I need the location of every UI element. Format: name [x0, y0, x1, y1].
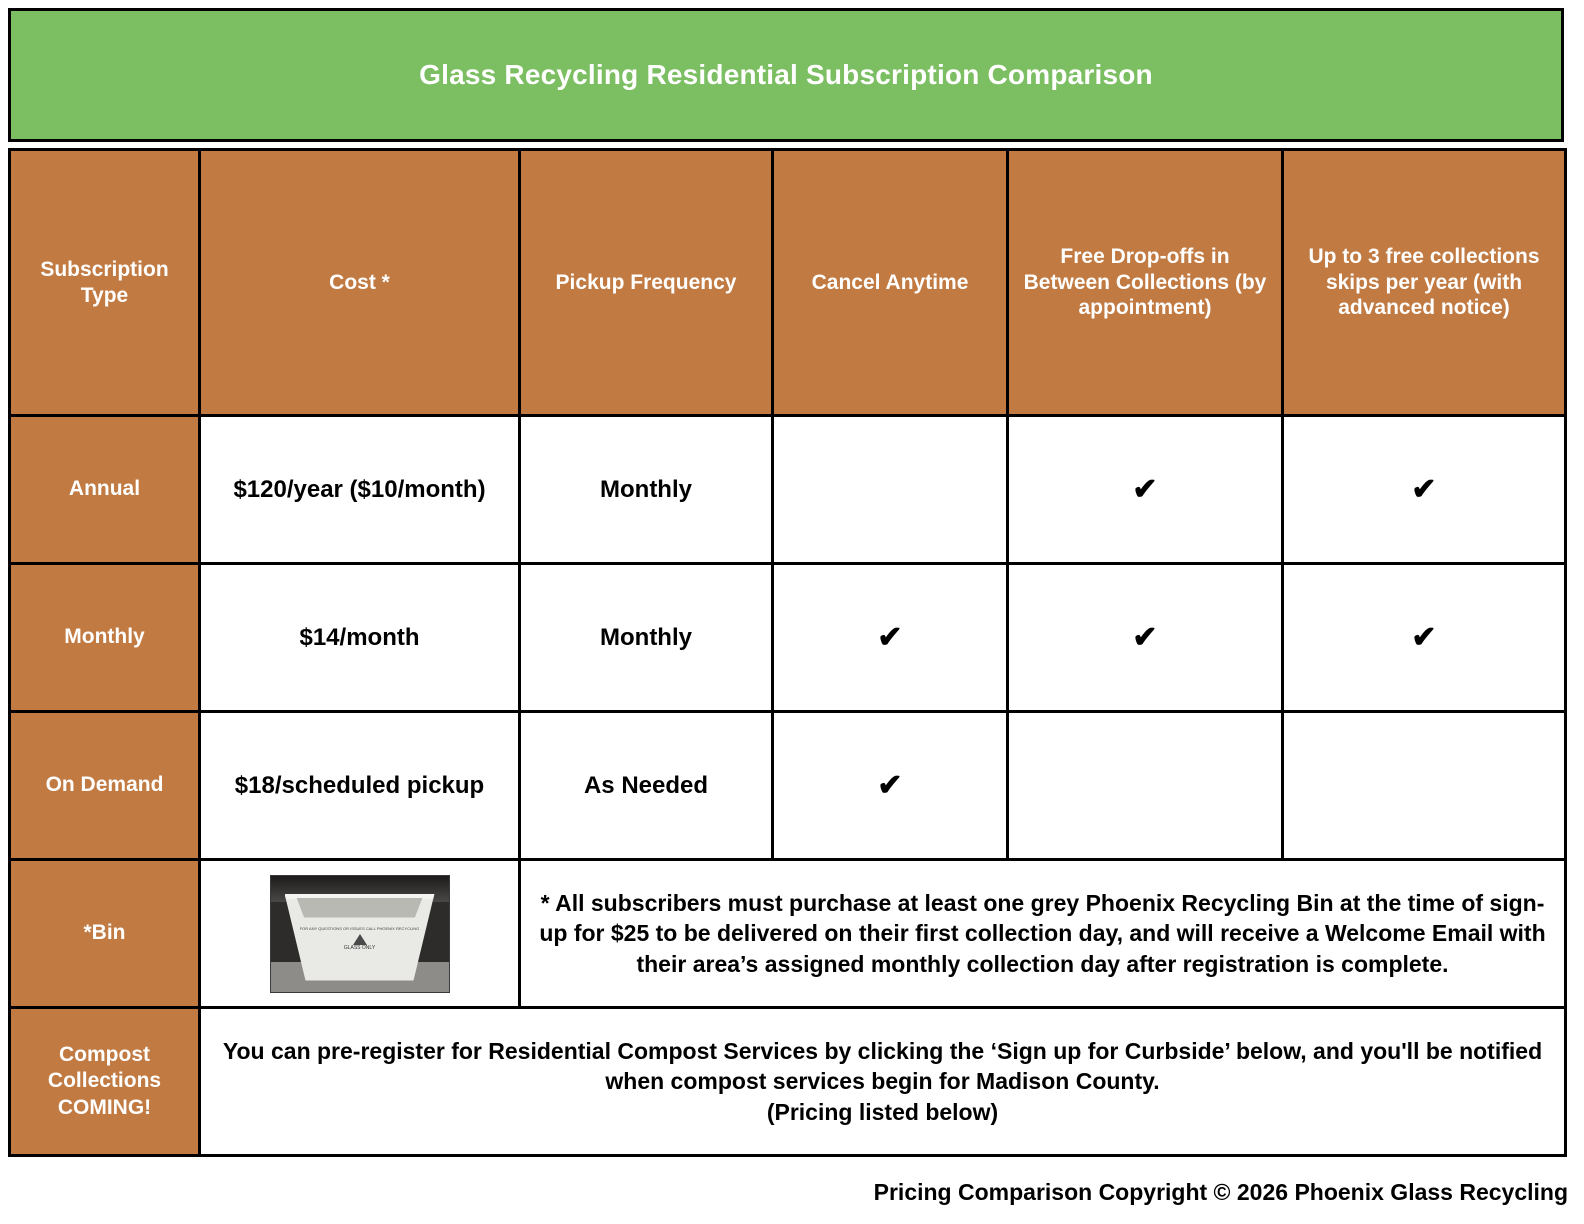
column-header-free-dropoffs: Free Drop-offs in Between Collections (by appointment) — [1008, 150, 1283, 416]
row-label-compost-collections: Compost Collections COMING! — [10, 1008, 200, 1156]
column-header-cancel-anytime: Cancel Anytime — [773, 150, 1008, 416]
cell-annual-cost: $120/year ($10/month) — [200, 416, 520, 564]
row-label-bin: *Bin — [10, 860, 200, 1008]
table-row — [10, 564, 1566, 712]
cell-annual-cancel-anytime — [773, 416, 1008, 564]
recycle-triangle-icon — [353, 934, 367, 945]
row-label-annual: Annual — [10, 416, 200, 564]
cell-annual-frequency: Monthly — [520, 416, 773, 564]
column-header-free-skips: Up to 3 free collections skips per year (with advanced notice) — [1283, 150, 1566, 416]
cell-on-demand-cancel-anytime: ✔ — [773, 712, 1008, 860]
recycling-bin-photo — [270, 875, 450, 993]
table-row — [10, 416, 1566, 564]
table-row-compost — [10, 1008, 1566, 1156]
cell-annual-free-skips: ✔ — [1283, 416, 1566, 564]
column-header-pickup-frequency: Pickup Frequency — [520, 150, 773, 416]
bin-glass-only-logo — [329, 932, 391, 962]
bin-photo-cell — [200, 860, 520, 1008]
cell-monthly-free-skips: ✔ — [1283, 564, 1566, 712]
column-header-cost: Cost * — [200, 150, 520, 416]
cell-on-demand-frequency: As Needed — [520, 712, 773, 860]
cell-annual-free-dropoffs: ✔ — [1008, 416, 1283, 564]
cell-on-demand-free-dropoffs — [1008, 712, 1283, 860]
table-header-row — [10, 150, 1566, 416]
bin-purchase-note: * All subscribers must purchase at least one grey Phoenix Recycling Bin at the time of sign-up for $25 to be delivered on their first collection day, and will receive a Welcome Email with their area’s assigned monthly collection day after registration is complete. — [520, 860, 1566, 1008]
cell-monthly-cost: $14/month — [200, 564, 520, 712]
compost-note-line2: (Pricing listed below) — [766, 1098, 999, 1125]
page-title: Glass Recycling Residential Subscription Comparison — [419, 59, 1153, 90]
row-label-monthly: Monthly — [10, 564, 200, 712]
cell-on-demand-cost: $18/scheduled pickup — [200, 712, 520, 860]
row-label-on-demand: On Demand — [10, 712, 200, 860]
table-row-bin — [10, 860, 1566, 1008]
copyright-footer: Pricing Comparison Copyright © 2026 Phoenix Glass Recycling — [873, 1179, 1568, 1205]
bin-photo-caption-top: FOR ANY QUESTIONS OR ISSUES CALL PHOENIX RECYCLING — [299, 925, 420, 931]
subscription-comparison-table — [8, 148, 1567, 1157]
cell-monthly-free-dropoffs: ✔ — [1008, 564, 1283, 712]
cell-monthly-cancel-anytime: ✔ — [773, 564, 1008, 712]
cell-on-demand-free-skips — [1283, 712, 1566, 860]
bin-inner-shape — [297, 898, 423, 918]
compost-note-line1: You can pre-register for Residential Compost Services by clicking the ‘Sign up for Curbside’ below, and you'll be notified when compost services begin for Madison County. — [222, 1037, 1543, 1095]
column-header-subscription-type: Subscription Type — [10, 150, 200, 416]
page-banner — [8, 8, 1564, 142]
table-row — [10, 712, 1566, 860]
cell-monthly-frequency: Monthly — [520, 564, 773, 712]
compost-note-cell — [200, 1008, 1566, 1156]
bin-photo-caption-bottom: GLASS ONLY — [343, 944, 376, 951]
